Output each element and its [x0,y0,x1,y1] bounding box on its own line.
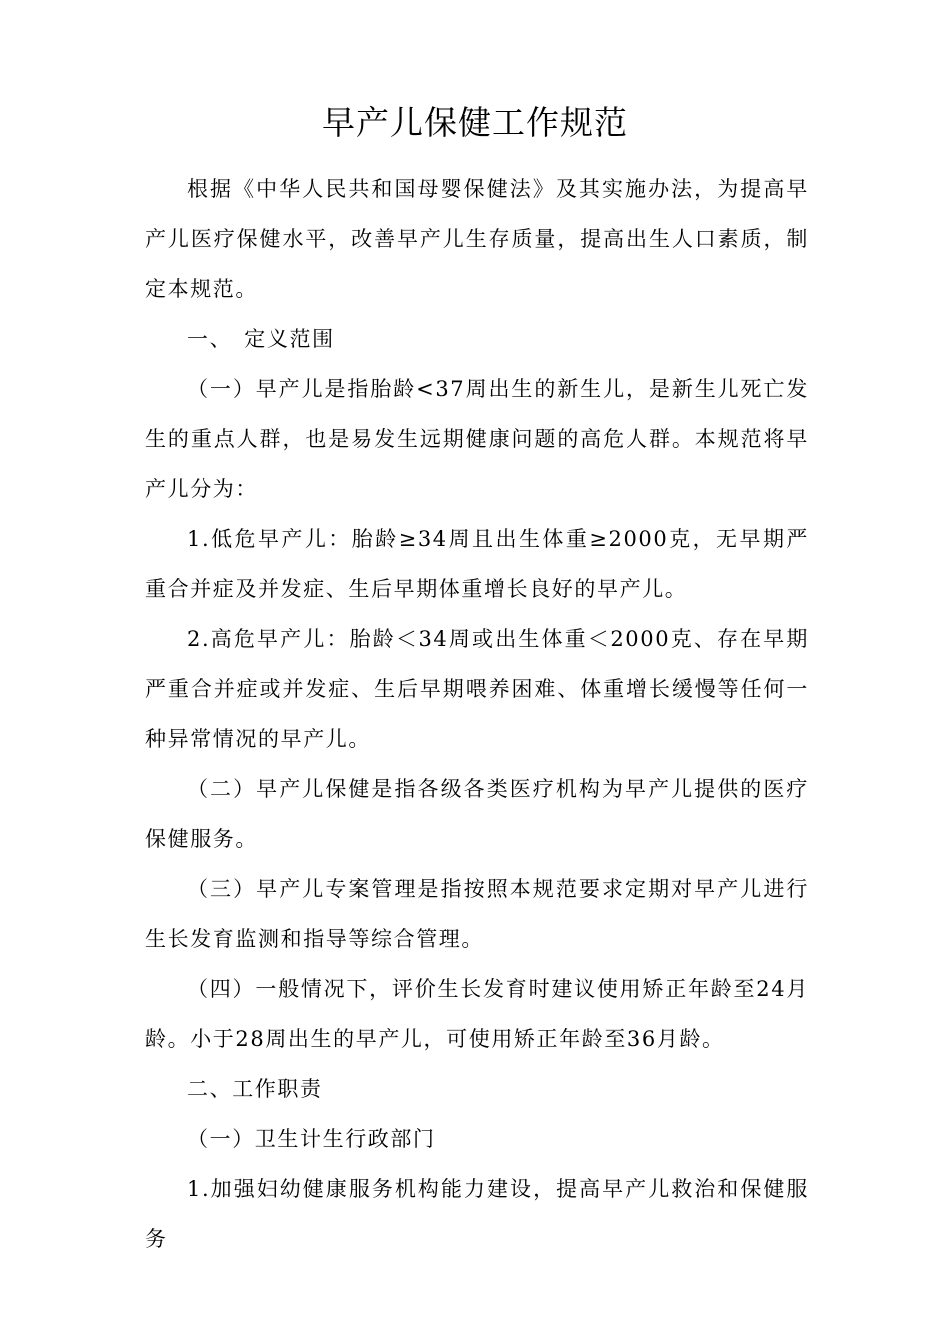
subsection-heading-health-dept: （一）卫生计生行政部门 [187,1127,436,1151]
paragraph-definition-4: （四）一般情况下，评价生长发育时建议使用矫正年龄至24月龄。小于28周出生的早产儿，可使用矫正年龄至36月龄。 [145,977,809,1051]
document-body [145,164,809,1264]
paragraph-intro: 根据《中华人民共和国母婴保健法》及其实施办法，为提高早产儿医疗保健水平，改善早产儿生存质量，提高出生人口素质，制定本规范。 [145,177,809,301]
document-title: 早产儿保健工作规范 [322,103,628,142]
paragraph-duty-1: 1.加强妇幼健康服务机构能力建设，提高早产儿救治和保健服务 [145,1177,809,1251]
paragraph-definition-1: （一）早产儿是指胎龄<37周出生的新生儿，是新生儿死亡发生的重点人群，也是易发生远期健康问题的高危人群。本规范将早产儿分为： [145,377,809,501]
paragraph-definition-3: （三）早产儿专案管理是指按照本规范要求定期对早产儿进行生长发育监测和指导等综合管理。 [145,877,809,951]
section-heading-definition: 一、 定义范围 [187,327,335,351]
paragraph-low-risk: 1.低危早产儿：胎龄≥34周且出生体重≥2000克，无早期严重合并症及并发症、生后早期体重增长良好的早产儿。 [145,527,809,601]
section-heading-duties: 二、工作职责 [187,1077,323,1101]
paragraph-definition-2: （二）早产儿保健是指各级各类医疗机构为早产儿提供的医疗保健服务。 [145,777,809,851]
paragraph-high-risk: 2.高危早产儿：胎龄＜34周或出生体重＜2000克、存在早期严重合并症或并发症、生后早期喂养困难、体重增长缓慢等任何一种异常情况的早产儿。 [145,627,809,751]
